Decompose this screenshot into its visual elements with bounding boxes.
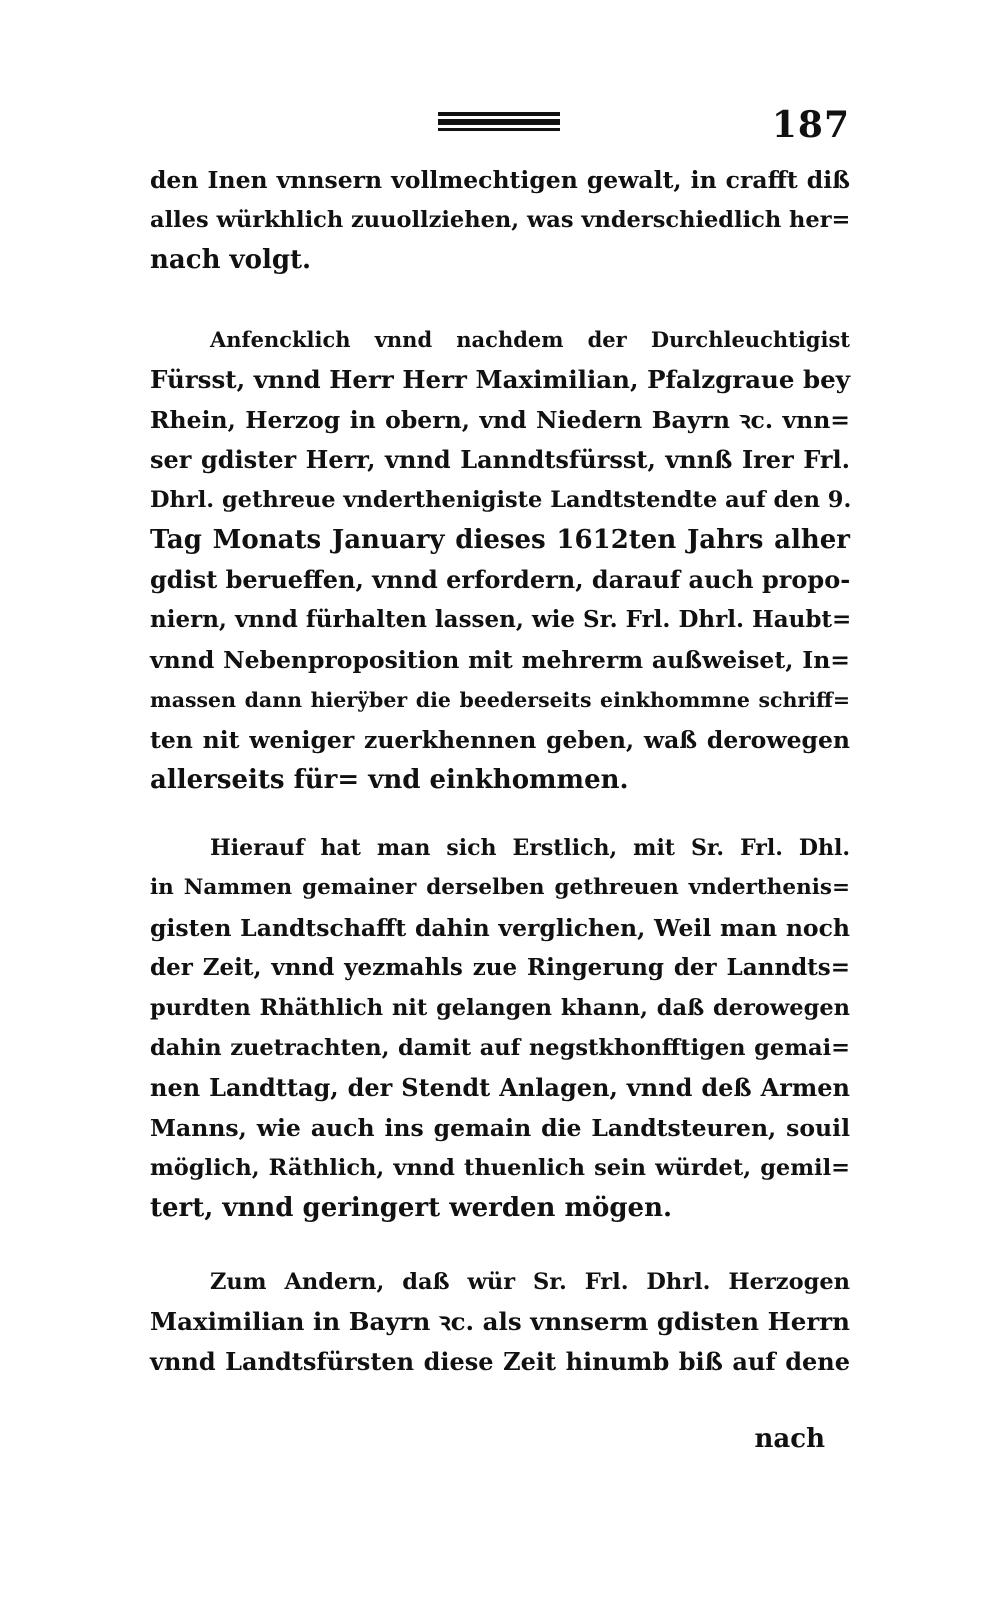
text-line: Anfencklich vnnd nachdem der Durchleuchtigist xyxy=(210,327,850,352)
text-line: nach volgt. xyxy=(150,245,312,275)
text-line: Hierauf hat man sich Erstlich, mit Sr. Frl. Dhl. xyxy=(210,835,850,861)
header-ornament-rule xyxy=(438,112,560,132)
paragraph-4 xyxy=(150,1262,850,1382)
text-line: allerseits für= vnd einkhommen. xyxy=(150,765,629,795)
text-line: gisten Landtschafft dahin verglichen, Weil man noch xyxy=(150,914,850,942)
text-line: alles würkhlich zuuollziehen, was vnderschiedlich her= xyxy=(150,207,851,233)
text-line: gdist berueffen, vnnd erfordern, darauf auch propo- xyxy=(150,565,851,594)
text-line: möglich, Räthlich, vnnd thuenlich sein würdet, gemil= xyxy=(150,1155,850,1181)
paragraph-1 xyxy=(150,160,850,280)
text-line: Tag Monats January dieses 1612ten Jahrs alher xyxy=(150,525,850,555)
text-line: Manns, wie auch ins gemain die Landtsteuren, souil xyxy=(150,1114,850,1142)
text-line: Fürsst, vnnd Herr Herr Maximilian, Pfalzgraue bey xyxy=(150,365,850,394)
text-line: ser gdister Herr, vnnd Lanndtsfürsst, vnnß Irer Frl. xyxy=(150,445,850,474)
text-line: Dhrl. gethreue vnderthenigiste Landtstendte auf den 9. xyxy=(150,487,852,513)
text-line: Rhein, Herzog in obern, vnd Niedern Bayrn ꝛc. vnn= xyxy=(150,406,850,434)
paragraph-3 xyxy=(150,828,850,1228)
text-line: vnnd Landtsfürsten diese Zeit hinumb biß auf dene xyxy=(150,1347,850,1376)
text-line: niern, vnnd fürhalten lassen, wie Sr. Frl. Dhrl. Haubt= xyxy=(150,606,852,633)
text-line: nen Landttag, der Stendt Anlagen, vnnd deß Armen xyxy=(150,1073,850,1102)
text-line: vnnd Nebenproposition mit mehrerm außweiset, In= xyxy=(150,646,850,674)
text-line: ten nit weniger zuerkhennen geben, waß derowegen xyxy=(150,726,850,754)
paragraph-2 xyxy=(150,320,850,800)
text-line: Zum Andern, daß wür Sr. Frl. Dhrl. Herzogen xyxy=(210,1269,850,1295)
text-line: tert, vnnd geringert werden mögen. xyxy=(150,1193,673,1223)
text-line: den Inen vnnsern vollmechtigen gewalt, in crafft diß xyxy=(150,166,850,194)
text-line: in Nammen gemainer derselben gethreuen vnderthenis= xyxy=(150,875,850,900)
text-line: dahin zuetrachten, damit auf negstkhonfftigen gemai= xyxy=(150,1035,850,1061)
text-line: der Zeit, vnnd yezmahls zue Ringerung der Lanndts= xyxy=(150,954,850,981)
catchword: nach xyxy=(754,1424,825,1454)
text-line: massen dann hierÿber die beederseits einkhommne schriff= xyxy=(150,688,850,712)
text-line: purdten Rhäthlich nit gelangen khann, daß derowegen xyxy=(150,995,850,1021)
page-number: 187 xyxy=(771,104,850,146)
text-line: Maximilian in Bayrn ꝛc. als vnnserm gdisten Herrn xyxy=(150,1307,850,1336)
